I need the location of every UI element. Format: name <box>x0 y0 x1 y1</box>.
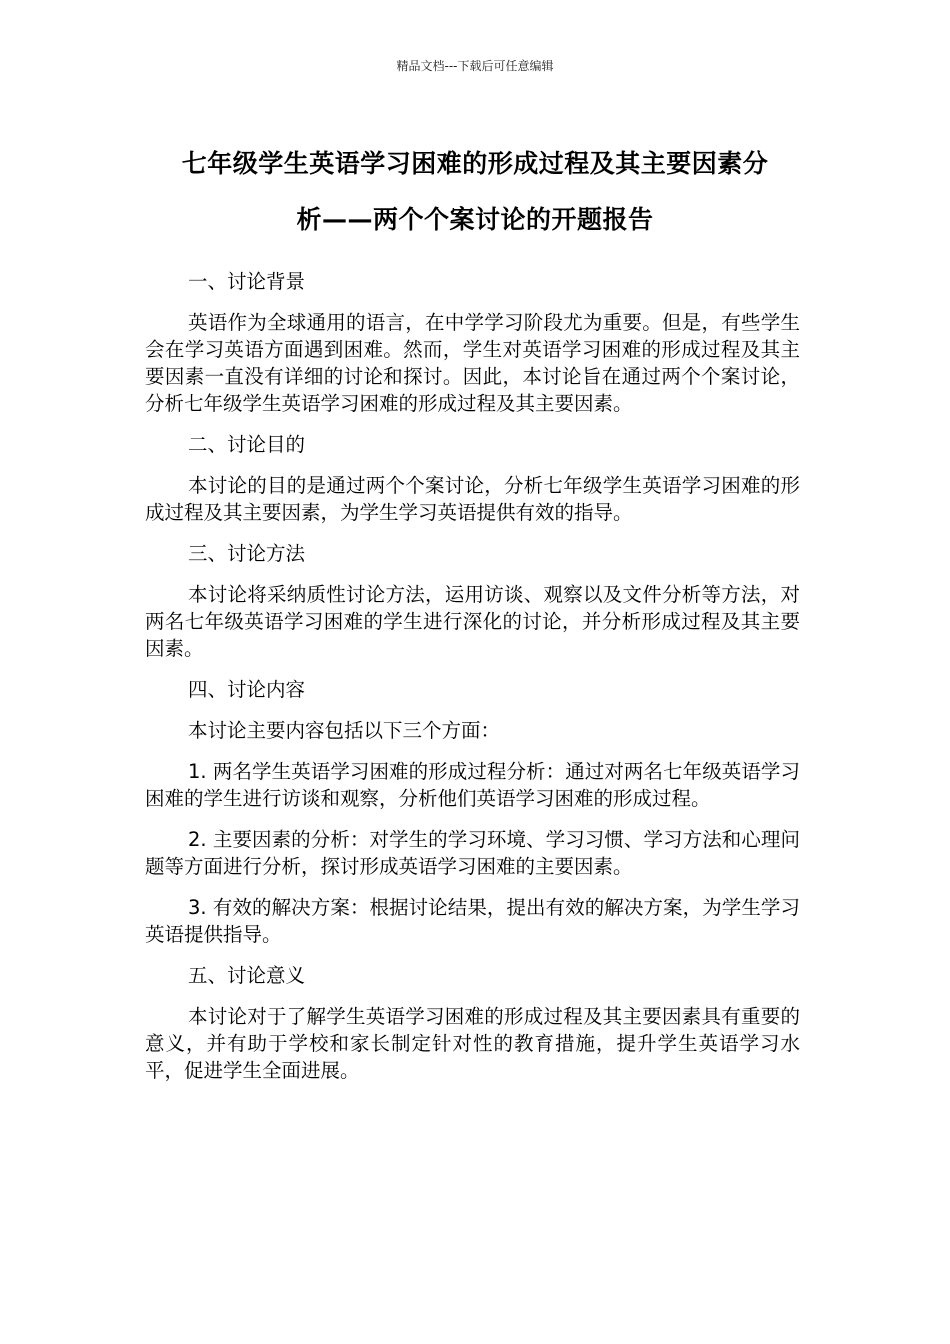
section-paragraph: 英语作为全球通用的语言，在中学学习阶段尤为重要。但是，有些学生会在学习英语方面遇到困难。然而，学生对英语学习困难的形成过程及其主要因素一直没有详细的讨论和探讨。因此，本讨论旨在通过两个个案讨论，分析七年级学生英语学习困难的形成过程及其主要因素。 <box>145 311 800 415</box>
document-body <box>145 268 800 1084</box>
page-header: 精品文档---下载后可任意编辑 <box>396 59 554 73</box>
section-heading: 二、讨论目的 <box>188 433 306 456</box>
title-line-2: 析——两个个案讨论的开题报告 <box>296 205 654 234</box>
section-paragraph: 本讨论将采纳质性讨论方法，运用访谈、观察以及文件分析等方法，对两名七年级英语学习困难的学生进行深化的讨论，并分析形成过程及其主要因素。 <box>145 583 800 660</box>
list-item: 3. 有效的解决方案：根据讨论结果，提出有效的解决方案，为学生学习英语提供指导。 <box>145 896 800 946</box>
section-paragraph: 本讨论的目的是通过两个个案讨论，分析七年级学生英语学习困难的形成过程及其主要因素，为学生学习英语提供有效的指导。 <box>145 474 800 524</box>
section-paragraph: 本讨论主要内容包括以下三个方面： <box>188 719 501 742</box>
title-line-1: 七年级学生英语学习困难的形成过程及其主要因素分 <box>181 149 769 178</box>
section-heading: 三、讨论方法 <box>188 542 306 565</box>
section-heading: 五、讨论意义 <box>188 964 306 987</box>
list-item: 1. 两名学生英语学习困难的形成过程分析：通过对两名七年级英语学习困难的学生进行访谈和观察，分析他们英语学习困难的形成过程。 <box>145 760 800 810</box>
document-title <box>138 136 812 248</box>
section-heading: 四、讨论内容 <box>188 678 306 701</box>
section-paragraph: 本讨论对于了解学生英语学习困难的形成过程及其主要因素具有重要的意义，并有助于学校和家长制定针对性的教育措施，提升学生英语学习水平，促进学生全面进展。 <box>145 1005 800 1082</box>
list-item: 2. 主要因素的分析：对学生的学习环境、学习习惯、学习方法和心理问题等方面进行分析，探讨形成英语学习困难的主要因素。 <box>145 828 800 878</box>
section-heading: 一、讨论背景 <box>188 270 306 293</box>
